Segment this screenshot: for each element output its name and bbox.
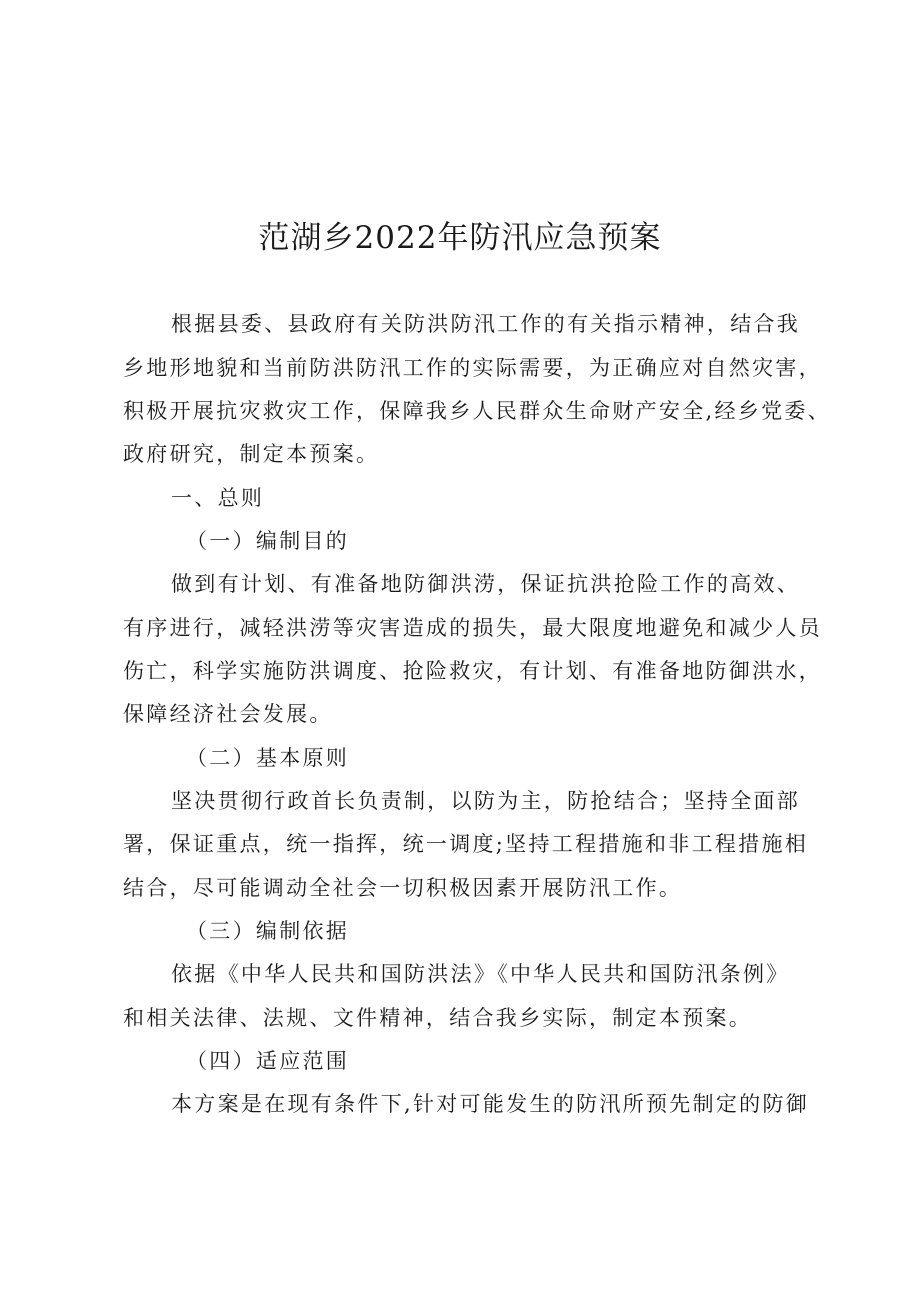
intro-line-3: 积极开展抗灾救灾工作，保障我乡人民群众生命财产安全,经乡党委、 bbox=[123, 399, 831, 423]
subsection-heading-principles: （二）基本原则 bbox=[186, 746, 350, 770]
scope-line-1: 本方案是在现有条件下,针对可能发生的防汛所预先制定的防御 bbox=[171, 1092, 810, 1116]
basis-line-1: 依据《中华人民共和国防洪法》《中华人民共和国防汛条例》 bbox=[171, 962, 790, 986]
principles-line-3: 结合，尽可能调动全社会一切积极因素开展防汛工作。 bbox=[123, 876, 683, 900]
purpose-line-4: 保障经济社会发展。 bbox=[123, 702, 333, 726]
subsection-heading-purpose: （一）编制目的 bbox=[186, 529, 350, 553]
principles-line-2: 署，保证重点，统一指挥，统一调度;坚持工程措施和非工程措施相 bbox=[123, 832, 809, 856]
principles-line-1: 坚决贯彻行政首长负责制，以防为主，防抢结合；坚持全面部 bbox=[171, 789, 801, 813]
purpose-line-2: 有序进行，减轻洪涝等灾害造成的损失，最大限度地避免和减少人员 bbox=[123, 616, 822, 640]
section-heading-general: 一、总则 bbox=[171, 486, 265, 510]
subsection-heading-scope: （四）适应范围 bbox=[186, 1049, 350, 1073]
intro-line-2: 乡地形地貌和当前防洪防汛工作的实际需要，为正确应对自然灾害， bbox=[123, 356, 822, 380]
intro-line-4: 政府研究，制定本预案。 bbox=[123, 442, 380, 466]
subsection-heading-basis: （三）编制依据 bbox=[186, 919, 350, 943]
document-title: 范湖乡2022年防汛应急预案 bbox=[258, 220, 662, 256]
purpose-line-1: 做到有计划、有准备地防御洪涝，保证抗洪抢险工作的高效、 bbox=[171, 572, 801, 596]
basis-line-2: 和相关法律、法规、文件精神，结合我乡实际，制定本预案。 bbox=[123, 1006, 753, 1030]
intro-line-1: 根据县委、县政府有关防洪防汛工作的有关指示精神，结合我 bbox=[171, 312, 801, 336]
purpose-line-3: 伤亡，科学实施防洪调度、抢险救灾，有计划、有准备地防御洪水， bbox=[123, 659, 822, 683]
